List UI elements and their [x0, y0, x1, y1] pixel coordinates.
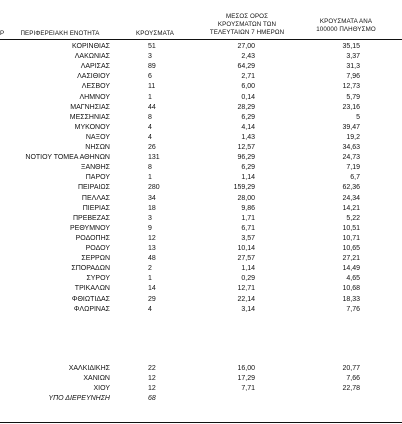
region-cell: ΠΕΙΡΑΙΩΣ [78, 184, 110, 192]
cases-cell: 89 [148, 63, 156, 71]
cases-cell: 1 [148, 174, 152, 182]
table-row [0, 234, 402, 244]
cases-cell: 12 [148, 375, 156, 382]
table-row [0, 163, 402, 173]
region-cell: ΥΠΟ ΔΙΕΡΕΥΝΗΣΗ [48, 395, 110, 402]
cases-cell: 29 [148, 295, 156, 303]
cases-per-100k-cell: 5,79 [346, 93, 360, 101]
region-cell: ΝΟΤΙΟΥ ΤΟΜΕΑ ΑΘΗΝΩΝ [25, 154, 110, 162]
cases-cell: 44 [148, 103, 156, 111]
seven-day-average-cell: 4,14 [241, 123, 255, 131]
cases-cell: 6 [148, 73, 152, 81]
region-cell: ΡΕΘΥΜΝΟΥ [69, 224, 110, 232]
seven-day-average-cell: 10,14 [237, 245, 255, 252]
cases-cell: 4 [148, 305, 152, 313]
seven-day-average-cell: 28,29 [237, 103, 255, 111]
table-row [0, 183, 402, 193]
cases-cell: 8 [148, 164, 152, 172]
table-row [0, 374, 402, 384]
header-per-line1: ΚΡΟΥΣΜΑΤΑ ΑΝΑ [319, 18, 373, 25]
header-avg-line1: ΜΕΣΟΣ ΟΡΟΣ [225, 13, 269, 20]
seven-day-average-cell: 96,29 [237, 154, 255, 162]
table-row [0, 113, 402, 123]
header-avg-line2: ΚΡΟΥΣΜΑΤΩΝ ΤΩΝ [217, 21, 277, 28]
cases-cell: 131 [148, 154, 160, 162]
region-cell: ΜΕΣΣΗΝΙΑΣ [69, 113, 110, 121]
header-region: ΠΕΡΙΦΕΡΕΙΑΚΗ ΕΝΟΤΗΤΑ [20, 30, 100, 37]
seven-day-average-cell: 12,71 [237, 285, 255, 293]
seven-day-average-cell: 9,86 [241, 204, 255, 212]
seven-day-average-cell: 28,00 [237, 194, 255, 202]
table-row [0, 295, 402, 305]
table-row [0, 244, 402, 254]
seven-day-average-cell: 6,71 [241, 224, 255, 232]
cases-per-100k-cell: 20,77 [342, 365, 360, 372]
table-row [0, 384, 402, 394]
cases-cell: 9 [148, 224, 152, 232]
seven-day-average-cell: 17,29 [237, 375, 255, 382]
cases-cell: 18 [148, 204, 156, 212]
region-cell: ΝΑΞΟΥ [85, 133, 110, 141]
cases-per-100k-cell: 62,36 [342, 184, 360, 192]
region-cell: ΛΗΜΝΟΥ [79, 93, 110, 101]
table-row [0, 52, 402, 62]
seven-day-average-cell: 22,14 [237, 295, 255, 303]
cases-per-100k-cell: 12,73 [342, 83, 360, 91]
seven-day-average-cell: 1,14 [241, 174, 255, 182]
region-cell: ΣΕΡΡΩΝ [81, 255, 110, 263]
region-cell: ΝΗΣΩΝ [85, 144, 110, 151]
cases-per-100k-cell: 7,66 [346, 375, 360, 382]
cases-per-100k-cell: 22,78 [342, 385, 360, 392]
seven-day-average-cell: 0,29 [241, 275, 255, 283]
region-cell: ΧΑΛΚΙΔΙΚΗΣ [68, 365, 110, 372]
region-cell: ΠΡΕΒΕΖΑΣ [72, 214, 110, 222]
table-row [0, 284, 402, 294]
cases-per-100k-cell: 7,19 [346, 164, 360, 172]
cases-per-100k-cell: 5,22 [346, 214, 360, 222]
seven-day-average-cell: 2,71 [241, 73, 255, 81]
seven-day-average-cell: 0,14 [241, 93, 255, 101]
region-cell: ΞΑΝΘΗΣ [80, 164, 110, 172]
cases-cell: 2 [148, 265, 152, 273]
seven-day-average-cell: 16,00 [237, 365, 255, 372]
seven-day-average-cell: 3,57 [241, 234, 255, 242]
seven-day-average-cell: 1,14 [241, 265, 255, 273]
region-cell: ΠΑΡΟΥ [85, 174, 110, 182]
region-cell: ΤΡΙΚΑΛΩΝ [74, 285, 110, 293]
region-cell: ΣΠΟΡΑΔΩΝ [71, 265, 110, 273]
seven-day-average-cell: 27,57 [237, 255, 255, 263]
cases-per-100k-cell: 14,49 [342, 265, 360, 273]
table-row [0, 274, 402, 284]
header-index: Ρ [0, 30, 5, 37]
table-row [0, 194, 402, 204]
cases-per-100k-cell: 18,33 [342, 295, 360, 303]
header-cases: ΚΡΟΥΣΜΑΤΑ [136, 30, 174, 37]
region-cell: ΛΑΚΩΝΙΑΣ [74, 53, 110, 61]
region-cell: ΧΑΝΙΩΝ [83, 375, 110, 382]
region-cell: ΡΟΔΟΠΗΣ [75, 234, 110, 242]
cases-per-100k-cell: 31,3 [346, 63, 360, 71]
seven-day-average-cell: 1,43 [241, 133, 255, 141]
seven-day-average-cell: 7,71 [241, 385, 255, 392]
region-cell: ΛΑΡΙΣΑΣ [80, 63, 110, 71]
cases-per-100k-cell: 39,47 [342, 123, 360, 131]
header-rule [0, 39, 402, 40]
region-cell: ΛΕΣΒΟΥ [81, 83, 110, 91]
cases-cell: 26 [148, 144, 156, 151]
cases-per-100k-cell: 10,71 [342, 234, 360, 242]
cases-cell: 1 [148, 93, 152, 101]
seven-day-average-cell: 6,29 [241, 113, 255, 121]
seven-day-average-cell: 159,29 [233, 184, 255, 192]
seven-day-average-cell: 1,71 [241, 214, 255, 222]
seven-day-average-cell: 27,00 [237, 43, 255, 50]
cases-per-100k-cell: 24,34 [342, 194, 360, 202]
cases-cell: 48 [148, 255, 156, 263]
table-row [0, 254, 402, 264]
region-cell: ΣΥΡΟΥ [86, 275, 110, 283]
table-row [0, 153, 402, 163]
cases-per-100k-cell: 10,68 [342, 285, 360, 293]
table-row [0, 173, 402, 183]
header-per-line2: 100000 ΠΛΗΘΥΣΜΟ [316, 26, 376, 33]
table-row [0, 394, 402, 404]
table-row [0, 305, 402, 315]
header-cases-per-100k [296, 18, 396, 34]
region-cell: ΛΑΣΙΘΙΟΥ [77, 73, 110, 81]
cases-cell: 14 [148, 285, 156, 293]
table-row [0, 123, 402, 133]
cases-per-100k-cell: 23,16 [342, 103, 360, 111]
cases-cell: 22 [148, 365, 156, 372]
cases-per-100k-cell: 7,76 [346, 305, 360, 313]
cases-per-100k-cell: 10,65 [342, 245, 360, 252]
cases-cell: 8 [148, 113, 152, 121]
table-row [0, 264, 402, 274]
cases-per-100k-cell: 7,96 [346, 73, 360, 81]
cases-per-100k-cell: 10,51 [342, 224, 360, 232]
seven-day-average-cell: 6,00 [241, 83, 255, 91]
cases-cell: 12 [148, 234, 156, 242]
region-cell: ΠΕΛΛΑΣ [81, 194, 110, 202]
header-seven-day-average [196, 13, 298, 37]
cases-per-100k-cell: 5 [356, 113, 360, 121]
cases-cell: 34 [148, 194, 156, 202]
table-row [0, 204, 402, 214]
region-cell: ΦΘΙΩΤΙΔΑΣ [71, 295, 110, 303]
region-cell: ΦΛΩΡΙΝΑΣ [73, 305, 110, 313]
cases-cell: 3 [148, 214, 152, 222]
cases-per-100k-cell: 34,63 [342, 144, 360, 151]
table-row [0, 364, 402, 374]
seven-day-average-cell: 6,29 [241, 164, 255, 172]
cases-cell: 11 [148, 83, 156, 91]
seven-day-average-cell: 64,29 [237, 63, 255, 71]
cases-per-100k-cell: 19,2 [346, 133, 360, 141]
table-row [0, 133, 402, 143]
region-cell: ΡΟΔΟΥ [85, 245, 110, 252]
cases-per-100k-cell: 4,65 [346, 275, 360, 283]
table-row [0, 42, 402, 52]
cases-cell: 1 [148, 275, 152, 283]
cases-per-100k-cell: 24,73 [342, 154, 360, 162]
cases-cell: 280 [148, 184, 160, 192]
seven-day-average-cell: 12,57 [237, 144, 255, 151]
region-cell: ΜΥΚΟΝΟΥ [74, 123, 110, 131]
region-cell: ΜΑΓΝΗΣΙΑΣ [70, 103, 110, 111]
cases-cell: 51 [148, 43, 156, 50]
cases-cell: 4 [148, 133, 152, 141]
header-avg-line3: ΤΕΛΕΥΤΑΙΩΝ 7 ΗΜΕΡΩΝ [209, 29, 285, 36]
seven-day-average-cell: 3,14 [241, 305, 255, 313]
table-row [0, 93, 402, 103]
cases-per-100k-cell: 6,7 [350, 174, 360, 182]
table-row [0, 72, 402, 82]
table-row [0, 214, 402, 224]
region-cell: ΚΟΡΙΝΘΙΑΣ [72, 43, 110, 50]
cases-per-100k-cell: 3,37 [346, 53, 360, 61]
region-cell: ΠΙΕΡΙΑΣ [82, 204, 110, 212]
cases-per-100k-cell: 27,21 [342, 255, 360, 263]
table-row [0, 143, 402, 153]
cases-cell: 12 [148, 385, 156, 392]
bottom-rule [0, 422, 402, 423]
table-row [0, 224, 402, 234]
table-row [0, 62, 402, 72]
table-row [0, 82, 402, 92]
table-row [0, 103, 402, 113]
cases-cell: 68 [148, 395, 156, 402]
region-cell: ΧΙΟΥ [93, 385, 110, 392]
cases-cell: 3 [148, 53, 152, 61]
cases-cell: 4 [148, 123, 152, 131]
cases-per-100k-cell: 35,15 [342, 43, 360, 50]
cases-cell: 13 [148, 245, 156, 252]
cases-per-100k-cell: 14,21 [342, 204, 360, 212]
seven-day-average-cell: 2,43 [241, 53, 255, 61]
